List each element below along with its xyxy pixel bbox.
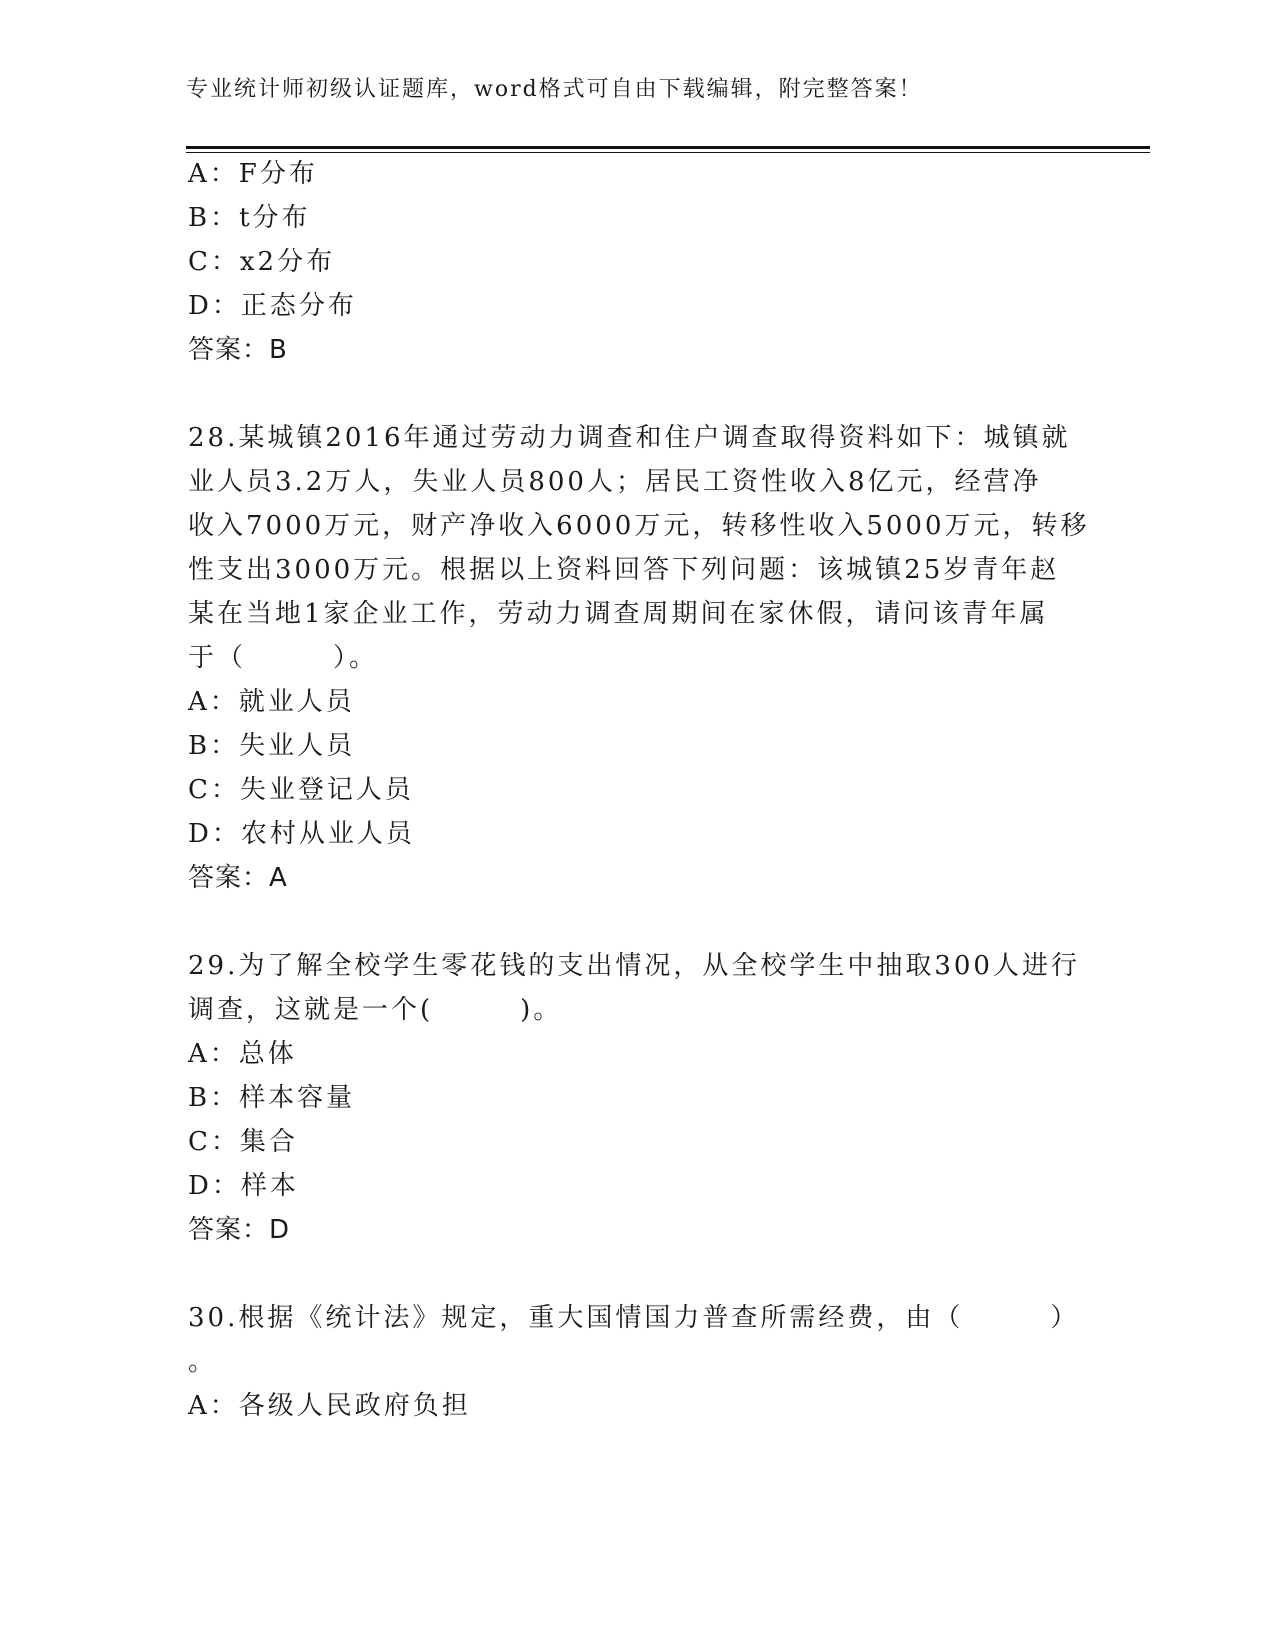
q27-option-a: A：F分布 bbox=[188, 159, 318, 189]
q28-stem-line-3: 收入7000万元，财产净收入6000万元，转移性收入5000万元，转移 bbox=[188, 511, 1090, 541]
q27-option-d: D：正态分布 bbox=[188, 291, 357, 321]
q29-option-c: C：集合 bbox=[188, 1127, 298, 1157]
q28-stem-line-5: 某在当地1家企业工作，劳动力调查周期间在家休假，请问该青年属 bbox=[188, 599, 1049, 629]
q28-option-d: D：农村从业人员 bbox=[188, 819, 415, 849]
q27-option-b: B：t分布 bbox=[188, 203, 311, 233]
q28-option-a: A：就业人员 bbox=[188, 687, 355, 717]
q29-answer: 答案：D bbox=[188, 1215, 291, 1245]
q28-answer: 答案：A bbox=[188, 863, 288, 893]
q28-stem-line-1: 28.某城镇2016年通过劳动力调查和住户调查取得资料如下：城镇就 bbox=[188, 423, 1071, 453]
q28-stem-line-4: 性支出3000万元。根据以上资料回答下列问题：该城镇25岁青年赵 bbox=[188, 555, 1060, 585]
header-rule-thick bbox=[186, 146, 1150, 149]
q29-option-a: A：总体 bbox=[188, 1039, 297, 1069]
header-rule-thin bbox=[186, 152, 1150, 153]
q29-stem-line-1: 29.为了解全校学生零花钱的支出情况，从全校学生中抽取300人进行 bbox=[188, 951, 1080, 981]
page-header: 专业统计师初级认证题库，word格式可自由下载编辑，附完整答案！ bbox=[186, 77, 923, 102]
q27-option-c: C：x2分布 bbox=[188, 247, 336, 277]
q28-option-b: B：失业人员 bbox=[188, 731, 356, 761]
q30-option-a: A：各级人民政府负担 bbox=[188, 1391, 471, 1421]
q28-stem-line-6: 于（ ）。 bbox=[188, 643, 379, 673]
q30-stem-line-2: 。 bbox=[188, 1347, 218, 1377]
q27-answer: 答案：B bbox=[188, 335, 288, 365]
q28-option-c: C：失业登记人员 bbox=[188, 775, 414, 805]
q29-option-b: B：样本容量 bbox=[188, 1083, 356, 1113]
q28-stem-line-2: 业人员3.2万人，失业人员800人；居民工资性收入8亿元，经营净 bbox=[188, 467, 1042, 497]
q29-option-d: D：样本 bbox=[188, 1171, 299, 1201]
q29-stem-line-2: 调查，这就是一个( )。 bbox=[188, 995, 563, 1025]
q30-stem-line-1: 30.根据《统计法》规定，重大国情国力普查所需经费，由（ ） bbox=[188, 1303, 1080, 1333]
